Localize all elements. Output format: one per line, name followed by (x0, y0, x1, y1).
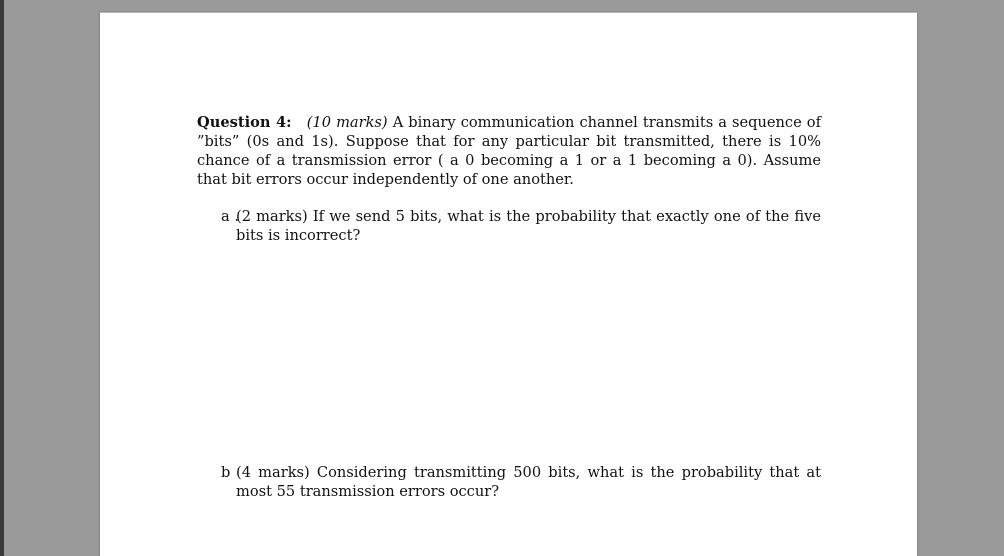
part-a (197, 207, 821, 245)
part-b (197, 463, 821, 501)
question-intro (197, 113, 821, 189)
document-page (99, 12, 918, 556)
part-b-text: (4 marks) Considering transmitting 500 bits, what is the probability that at most 55 transmission errors occur? (236, 464, 821, 500)
question-text: A binary communication channel transmits a sequence of ”bits” (0s and 1s). Suppose that for any particular bit transmitted, there is 10% chance of a transmission error ( a 0 becoming a 1 or a 1 becoming a 0). Assume that bit errors occur independently of one another. (197, 114, 821, 188)
page-content (197, 113, 821, 501)
question-marks: (10 marks) (306, 114, 388, 131)
part-b-label: b (221, 464, 231, 481)
part-a-text: (2 marks) If we send 5 bits, what is the probability that exactly one of the five bits is incorrect? (236, 208, 821, 244)
viewer-left-edge (0, 0, 4, 556)
question-label: Question 4: (197, 114, 292, 131)
part-a-label: a . (221, 208, 239, 225)
